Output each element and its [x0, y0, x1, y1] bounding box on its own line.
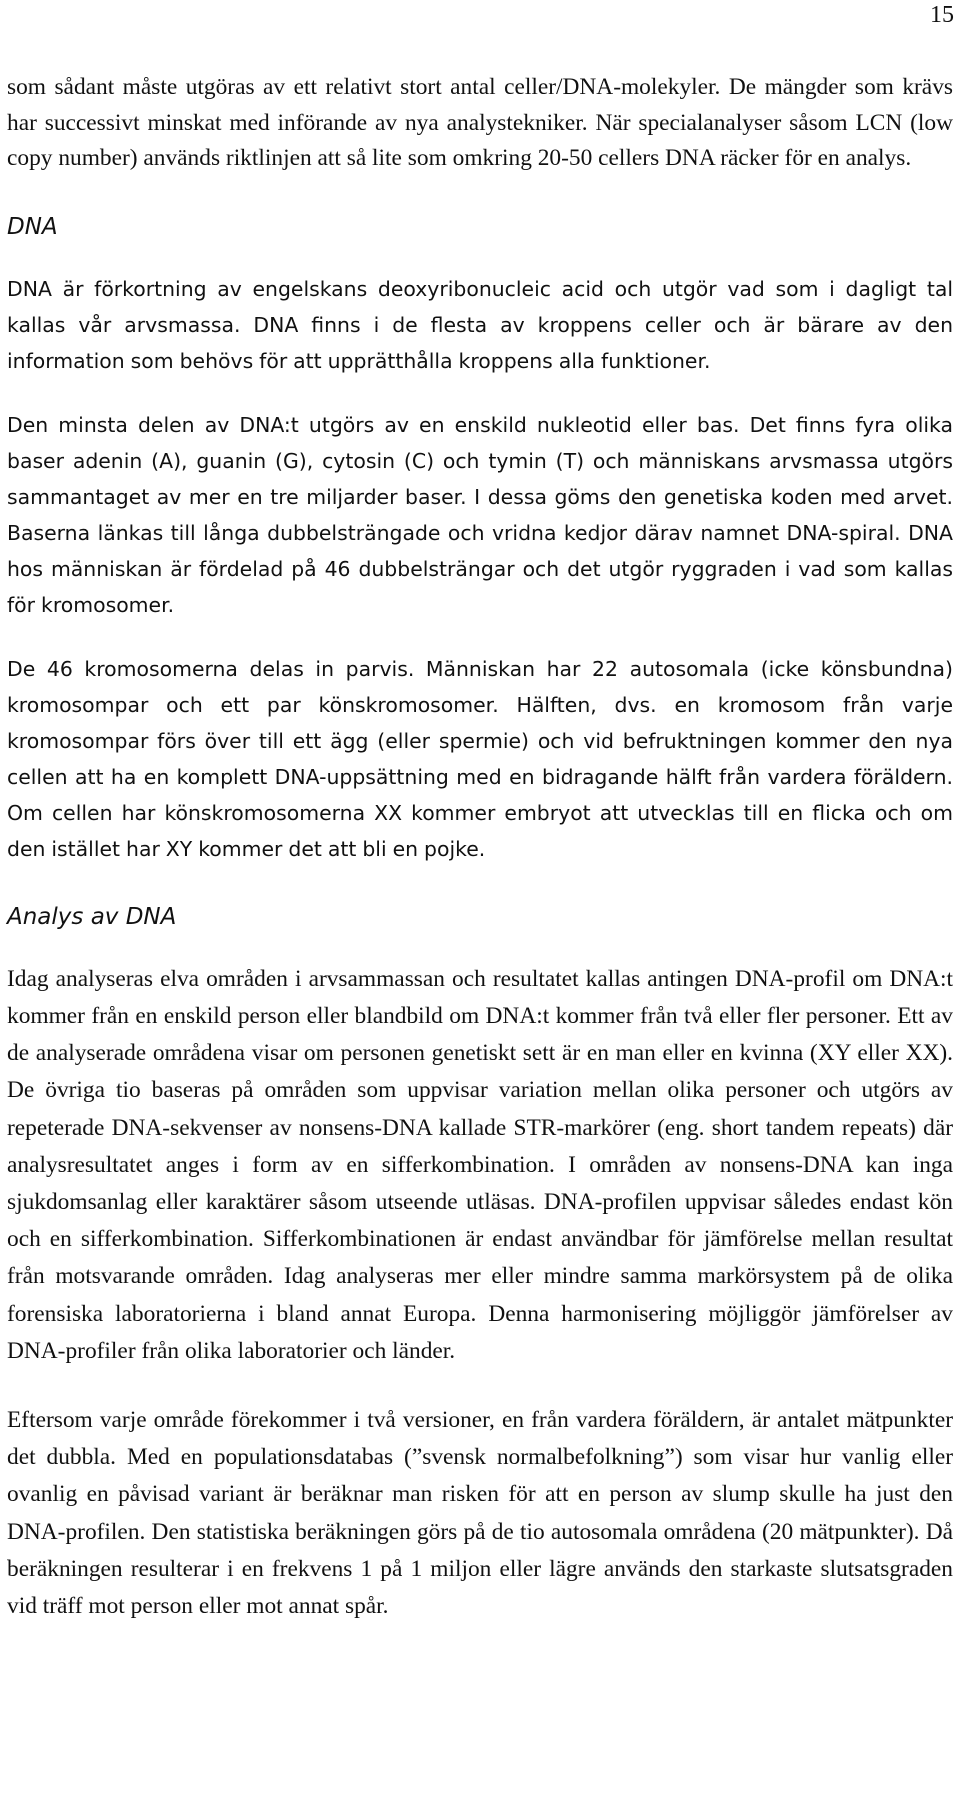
analys-paragraph-2: Eftersom varje område förekommer i två versioner, en från vardera föräldern, är antalet mätpunkter det dubbla. Med en populationsdatabas (”svensk normalbefolkning”) som visar hur vanlig eller ovanlig en påvisad variant är beräknar man risken för att en person av slump skulle ha just den DNA-profilen. Den statistiska beräkningen görs på de tio autosomala områdena (20 mätpunkter). Då beräkningen resulterar i en frekvens 1 på 1 miljon eller lägre används den starkaste slutsatsgraden vid träff mot person eller mot annat spår. [7, 1407, 953, 1620]
dna-paragraph-3: De 46 kromosomerna delas in parvis. Människan har 22 autosomala (icke könsbundna) kromosompar och ett par könskromosomer. Hälften, dvs. en kromosom från varje kromosompar förs över till ett ägg (eller spermie) och vid befruktningen kommer den nya cellen att ha en komplett DNA-uppsättning med en bidragande hälft från vardera föräldern. Om cellen har könskromosomerna XX kommer embryot att utvecklas till en flicka och om den istället har XY kommer det att bli en pojke. [7, 656, 953, 861]
dna-paragraph-1: DNA är förkortning av engelskans deoxyribonucleic acid och utgör vad som i dagligt tal kallas vår arvsmassa. DNA finns i de flesta av kroppens celler och är bärare av den information som behövs för att upprätthålla kroppens alla funktioner. [7, 276, 953, 373]
page-number: 15 [930, 2, 954, 28]
intro-paragraph: som sådant måste utgöras av ett relativt stort antal celler/DNA-molekyler. De mängder som krävs har successivt minskat med införande av nya analystekniker. När specialanalyser såsom LCN (low copy number) används riktlinjen att så lite som omkring 20-50 cellers DNA räcker för en analys. [7, 74, 953, 172]
document-body [7, 70, 953, 1625]
section-heading-dna: DNA [7, 213, 58, 240]
analys-paragraph-1: Idag analyseras elva områden i arvsammassan och resultatet kallas antingen DNA-profil om DNA:t kommer från en enskild person eller blandbild om DNA:t kommer från två eller fler personer. Ett av de analyserade områdena visar om personen genetiskt sett är en man eller en kvinna (XY eller XX). De övriga tio baseras på områden som uppvisar variation mellan olika personer och utgörs av repeterade DNA-sekvenser av nonsens-DNA kallade STR-markörer (eng. short tandem repeats) där analysresultatet anges i form av en sifferkombination. I områden av nonsens-DNA kan inga sjukdomsanlag eller karaktärer såsom utseende utläsas. DNA-profilen uppvisar således endast kön och en sifferkombination. Sifferkombinationen är endast användbar för jämförelse mellan resultat från motsvarande områden. Idag analyseras mer eller mindre samma markörsystem på de olika forensiska laboratorierna i bland annat Europa. Denna harmonisering möjliggör jämförelser av DNA-profiler från olika laboratorier och länder. [7, 965, 953, 1364]
section-heading-analys: Analys av DNA [7, 903, 177, 930]
dna-paragraph-2: Den minsta delen av DNA:t utgörs av en enskild nukleotid eller bas. Det finns fyra olika baser adenin (A), guanin (G), cytosin (C) och tymin (T) och människans arvsmassa utgörs sammantaget av mer en tre miljarder baser. I dessa göms den genetiska koden med arvet. Baserna länkas till långa dubbelsträngade och vridna kedjor därav namnet DNA-spiral. DNA hos människan är fördelad på 46 dubbelsträngar och det utgör ryggraden i vad som kallas för kromosomer. [7, 412, 953, 617]
